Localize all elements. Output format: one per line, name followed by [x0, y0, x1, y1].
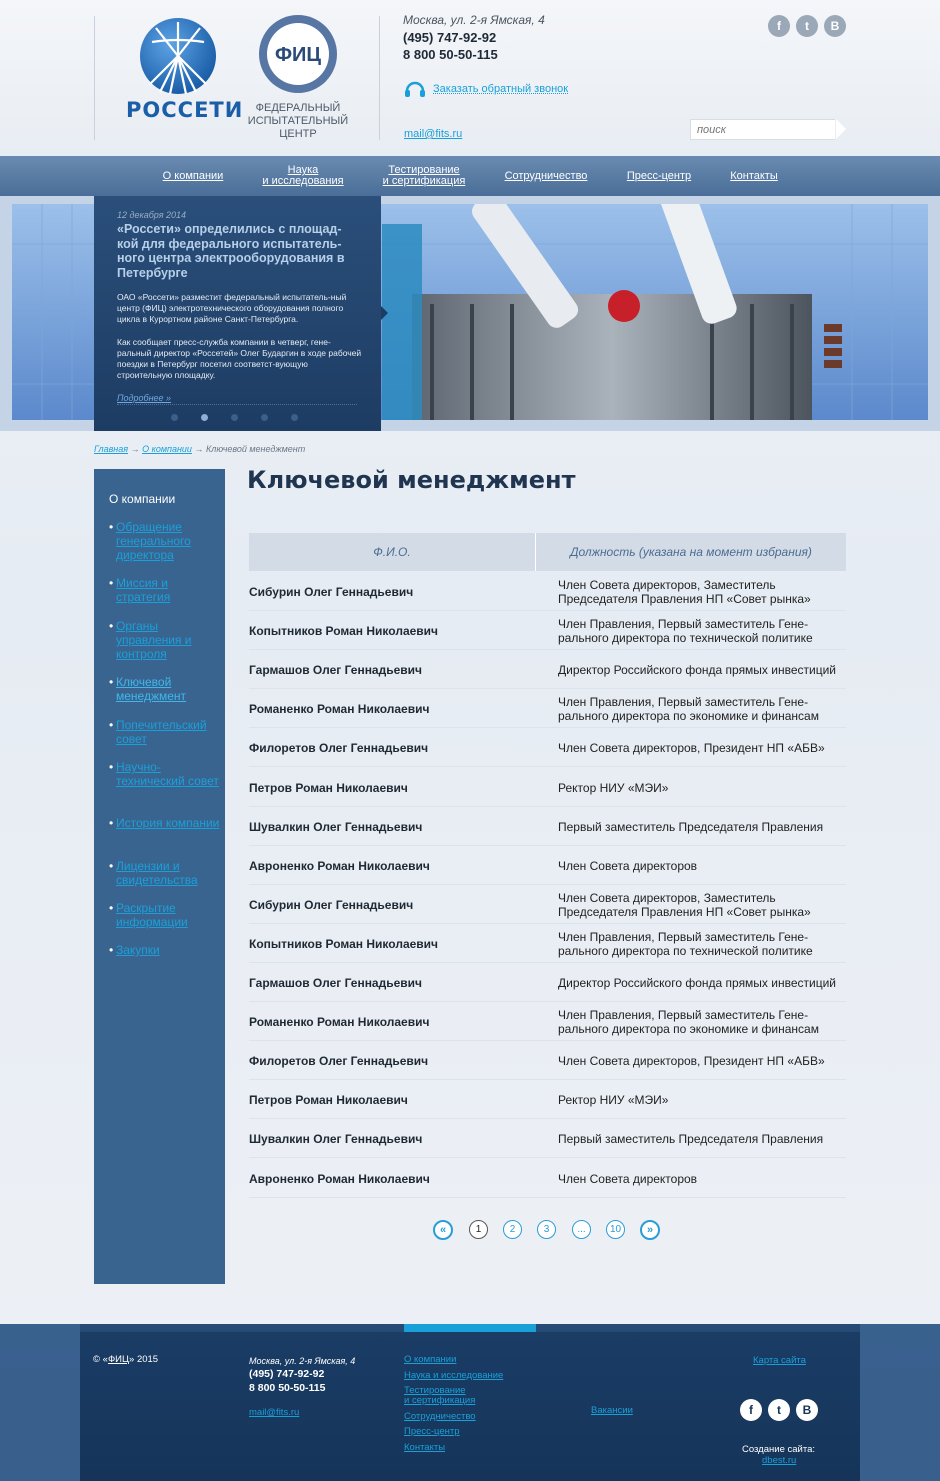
manager-name: Сибурин Олег Геннадьевич — [249, 897, 414, 912]
footer-developer-link[interactable]: dbest.ru — [762, 1455, 797, 1466]
footer-social-links — [740, 1399, 818, 1421]
breadcrumb-section[interactable]: О компании — [142, 444, 192, 454]
callback-request-link[interactable] — [403, 79, 568, 99]
slider-dot[interactable] — [291, 414, 298, 421]
bullet-icon: • — [109, 619, 114, 633]
news-card — [94, 196, 381, 431]
sidebar-item-mission[interactable] — [109, 576, 221, 604]
manager-name: Шувалкин Олег Геннадьевич — [249, 1131, 423, 1146]
sidebar-item-label[interactable]: История компании — [116, 816, 220, 830]
manager-position: Член Правления, Первый заместитель Гене-рального директора по экономике и финансам — [558, 1007, 819, 1036]
sidebar-item-label[interactable]: Миссия и стратегия — [116, 576, 171, 604]
sidebar-item-science-council[interactable] — [109, 760, 221, 788]
twitter-icon[interactable]: t — [796, 15, 818, 37]
manager-position: Член Совета директоров, Президент НП «АБВ» — [558, 740, 825, 755]
manager-position: Директор Российского фонда прямых инвестиций — [558, 662, 836, 677]
table-row — [249, 963, 846, 1002]
copyright-link[interactable]: ФИЦ — [107, 1354, 130, 1365]
news-more-link[interactable]: Подробнее » — [117, 393, 172, 403]
table-row — [249, 885, 846, 924]
sidebar-item-label[interactable]: Раскрытие информации — [116, 901, 188, 929]
manager-position: Первый заместитель Председателя Правления — [558, 819, 824, 834]
table-row — [249, 1041, 846, 1080]
footer-email-link[interactable]: mail@fits.ru — [249, 1407, 300, 1418]
sidebar-item-label[interactable]: Научно-технический совет — [116, 760, 219, 788]
vkontakte-icon[interactable]: В — [796, 1399, 818, 1421]
search-arrow — [836, 119, 846, 139]
news-paragraph: Как сообщает пресс-служба компании в четверг, гене-ральный директор «Россетей» Олег Бударгин в ходе рабочей поездки в Петербург посетил соответст-вующую строительную площадку. — [117, 337, 362, 380]
breadcrumb — [94, 444, 305, 454]
breadcrumb-arrow: → — [194, 444, 204, 454]
footer-made-by: Создание сайта: — [742, 1444, 815, 1455]
nav-science[interactable]: Наука и исследования — [262, 164, 344, 187]
table-row — [249, 650, 846, 689]
header-email-link[interactable]: mail@fits.ru — [404, 128, 463, 140]
footer-side-panel — [0, 1324, 80, 1481]
table-row — [249, 1119, 846, 1158]
headset-icon — [403, 79, 427, 99]
callback-label[interactable]: Заказать обратный звонок — [433, 83, 569, 95]
manager-position: Ректор НИУ «МЭИ» — [558, 780, 669, 795]
search-input[interactable] — [690, 119, 835, 140]
slider-dot-active[interactable] — [201, 414, 208, 421]
fic-logo-text: ФИЦ — [274, 44, 322, 66]
fic-caption: ФЕДЕРАЛЬНЫЙ ИСПЫТАТЕЛЬНЫЙ ЦЕНТР — [247, 102, 349, 140]
search-box — [690, 119, 846, 140]
table-row — [249, 768, 846, 807]
news-title[interactable]: «Россети» определились с площад-кой для федерального испытатель-ного центра электрооборудования в Петербурге — [117, 222, 345, 280]
nav-contacts[interactable]: Контакты — [730, 169, 778, 182]
header-phone-tollfree: 8 800 50-50-115 — [403, 47, 498, 62]
footer-accent-bar — [404, 1324, 536, 1332]
slider-dots — [171, 414, 298, 421]
header-phone: (495) 747-92-92 — [403, 30, 497, 45]
sidebar-item-label[interactable]: Обращение генерального директора — [116, 520, 191, 562]
footer-phone: (495) 747-92-92 — [249, 1368, 325, 1380]
bullet-icon: • — [109, 520, 114, 534]
sidebar-title: О компании — [109, 492, 176, 506]
header-divider — [379, 16, 380, 140]
main-navigation — [0, 156, 940, 196]
bullet-icon: • — [109, 576, 114, 590]
manager-name: Копытников Роман Николаевич — [249, 623, 439, 638]
manager-name: Копытников Роман Николаевич — [249, 936, 439, 951]
manager-position: Член Совета директоров — [558, 1171, 698, 1186]
bullet-icon: • — [109, 901, 114, 915]
manager-position: Член Правления, Первый заместитель Гене-рального директора по экономике и финансам — [558, 694, 819, 723]
footer-link-about[interactable]: О компании — [404, 1354, 457, 1365]
sidebar-item-ceo-address[interactable] — [109, 520, 221, 562]
page-1[interactable]: 1 — [469, 1220, 488, 1239]
sidebar-item-label[interactable]: Закупки — [116, 943, 160, 957]
slider-dot[interactable] — [231, 414, 238, 421]
rosseti-wordmark: РОССЕТИ — [126, 98, 244, 122]
table-row — [249, 807, 846, 846]
copyright-prefix: © « — [93, 1354, 108, 1365]
manager-name: Авроненко Роман Николаевич — [249, 1171, 430, 1186]
table-row — [249, 1002, 846, 1041]
breadcrumb-current: Ключевой менеджмент — [205, 444, 306, 454]
footer-link-press[interactable]: Пресс-центр — [404, 1426, 460, 1437]
manager-position: Член Совета директоров, Заместитель Председателя Правления НП «Совет рынка» — [558, 890, 811, 919]
table-row — [249, 846, 846, 885]
footer-link-contacts[interactable]: Контакты — [404, 1442, 446, 1453]
nav-cooperation[interactable]: Сотрудничество — [504, 169, 588, 182]
table-row — [249, 689, 846, 728]
sidebar-item-label[interactable]: Ключевой менеджмент — [116, 675, 187, 703]
table-header — [249, 533, 846, 571]
news-paragraph: ОАО «Россети» разместит федеральный испытатель-ный центр (ФИЦ) электротехнического оборудования полного цикла в Курортном районе Санкт-Петербурга. — [117, 292, 347, 324]
section-sidebar — [94, 469, 225, 1284]
sidebar-item-disclosure[interactable] — [109, 901, 221, 929]
first-page-icon[interactable]: « — [433, 1220, 453, 1240]
table-row — [249, 1159, 846, 1198]
manager-name: Сибурин Олег Геннадьевич — [249, 584, 414, 599]
fic-logo[interactable] — [258, 14, 338, 94]
manager-name: Петров Роман Николаевич — [249, 1092, 408, 1107]
news-divider — [117, 404, 357, 405]
vkontakte-icon[interactable]: В — [824, 15, 846, 37]
last-page-icon[interactable]: » — [640, 1220, 660, 1240]
news-date: 12 декабря 2014 — [117, 210, 187, 220]
manager-name: Романенко Роман Николаевич — [249, 1014, 430, 1029]
manager-name: Шувалкин Олег Геннадьевич — [249, 819, 423, 834]
footer-link-testing[interactable]: Тестирование и сертификация — [404, 1385, 476, 1406]
facebook-icon[interactable]: f — [768, 15, 790, 37]
nav-testing[interactable]: Тестирование и сертификация — [382, 164, 466, 187]
manager-position: Член Правления, Первый заместитель Гене-рального директора по технической политике — [558, 616, 813, 645]
bullet-icon: • — [109, 816, 114, 830]
header-address: Москва, ул. 2-я Ямская, 4 — [403, 13, 545, 27]
table-row — [249, 572, 846, 611]
bullet-icon: • — [109, 675, 114, 689]
footer-link-cooperation[interactable]: Сотрудничество — [404, 1411, 476, 1422]
page-10[interactable]: 10 — [606, 1220, 625, 1239]
manager-position: Член Совета директоров, Заместитель Председателя Правления НП «Совет рынка» — [558, 577, 811, 606]
facebook-icon[interactable]: f — [740, 1399, 762, 1421]
copyright-suffix: » 2015 — [129, 1354, 159, 1365]
page-2[interactable]: 2 — [503, 1220, 522, 1239]
header-social-links — [768, 15, 846, 37]
manager-name: Петров Роман Николаевич — [249, 780, 408, 795]
table-row — [249, 728, 846, 767]
footer-sitemap-link[interactable]: Карта сайта — [753, 1355, 806, 1366]
footer-address: Москва, ул. 2-я Ямская, 4 — [249, 1356, 356, 1366]
page-ellipsis[interactable]: ... — [572, 1220, 591, 1239]
footer-side-panel — [860, 1324, 940, 1481]
sidebar-item-label[interactable]: Органы управления и контроля — [116, 619, 192, 661]
column-header-name: Ф.И.О. — [373, 545, 411, 559]
breadcrumb-home[interactable]: Главная — [94, 444, 129, 454]
header-divider — [94, 16, 95, 140]
manager-name: Филоретов Олег Геннадьевич — [249, 740, 429, 755]
page-title: Ключевой менеджмент — [247, 466, 576, 494]
sidebar-item-licenses[interactable] — [109, 859, 221, 887]
news-pointer-icon — [381, 306, 388, 320]
footer-copyright — [93, 1354, 158, 1365]
nav-about[interactable]: О компании — [162, 169, 224, 182]
twitter-icon[interactable]: t — [768, 1399, 790, 1421]
manager-position: Директор Российского фонда прямых инвестиций — [558, 975, 836, 990]
bullet-icon: • — [109, 859, 114, 873]
slider-dot[interactable] — [171, 414, 178, 421]
manager-name: Гармашов Олег Геннадьевич — [249, 662, 422, 677]
column-header-position: Должность (указана на момент избрания) — [570, 545, 812, 559]
sidebar-item-governance[interactable] — [109, 619, 221, 661]
slider-dot[interactable] — [261, 414, 268, 421]
site-header — [0, 0, 940, 156]
manager-position: Ректор НИУ «МЭИ» — [558, 1092, 669, 1107]
sidebar-item-key-management[interactable] — [109, 675, 221, 703]
bullet-icon: • — [109, 760, 114, 774]
page-3[interactable]: 3 — [537, 1220, 556, 1239]
sidebar-item-trustees[interactable] — [109, 718, 221, 746]
footer-phone-tollfree: 8 800 50-50-115 — [249, 1382, 326, 1394]
sidebar-item-history[interactable] — [109, 816, 221, 830]
footer-vacancies-link[interactable]: Вакансии — [591, 1405, 633, 1416]
nav-press[interactable]: Пресс-центр — [626, 169, 692, 182]
manager-name: Гармашов Олег Геннадьевич — [249, 975, 422, 990]
footer-link-science[interactable]: Наука и исследование — [404, 1370, 504, 1381]
manager-position: Первый заместитель Председателя Правления — [558, 1131, 824, 1146]
manager-name: Филоретов Олег Геннадьевич — [249, 1053, 429, 1068]
bullet-icon: • — [109, 718, 114, 732]
manager-name: Авроненко Роман Николаевич — [249, 858, 430, 873]
bullet-icon: • — [109, 943, 114, 957]
manager-position: Член Совета директоров, Президент НП «АБВ» — [558, 1053, 825, 1068]
breadcrumb-arrow: → — [130, 444, 140, 454]
sidebar-item-procurement[interactable] — [109, 943, 221, 957]
manager-name: Романенко Роман Николаевич — [249, 701, 430, 716]
table-row — [249, 924, 846, 963]
sidebar-item-label[interactable]: Попечительский совет — [116, 718, 207, 746]
table-row — [249, 1080, 846, 1119]
manager-position: Член Совета директоров — [558, 858, 698, 873]
manager-position: Член Правления, Первый заместитель Гене-рального директора по технической политике — [558, 929, 813, 958]
table-row — [249, 611, 846, 650]
sidebar-item-label[interactable]: Лицензии и свидетельства — [116, 859, 198, 887]
